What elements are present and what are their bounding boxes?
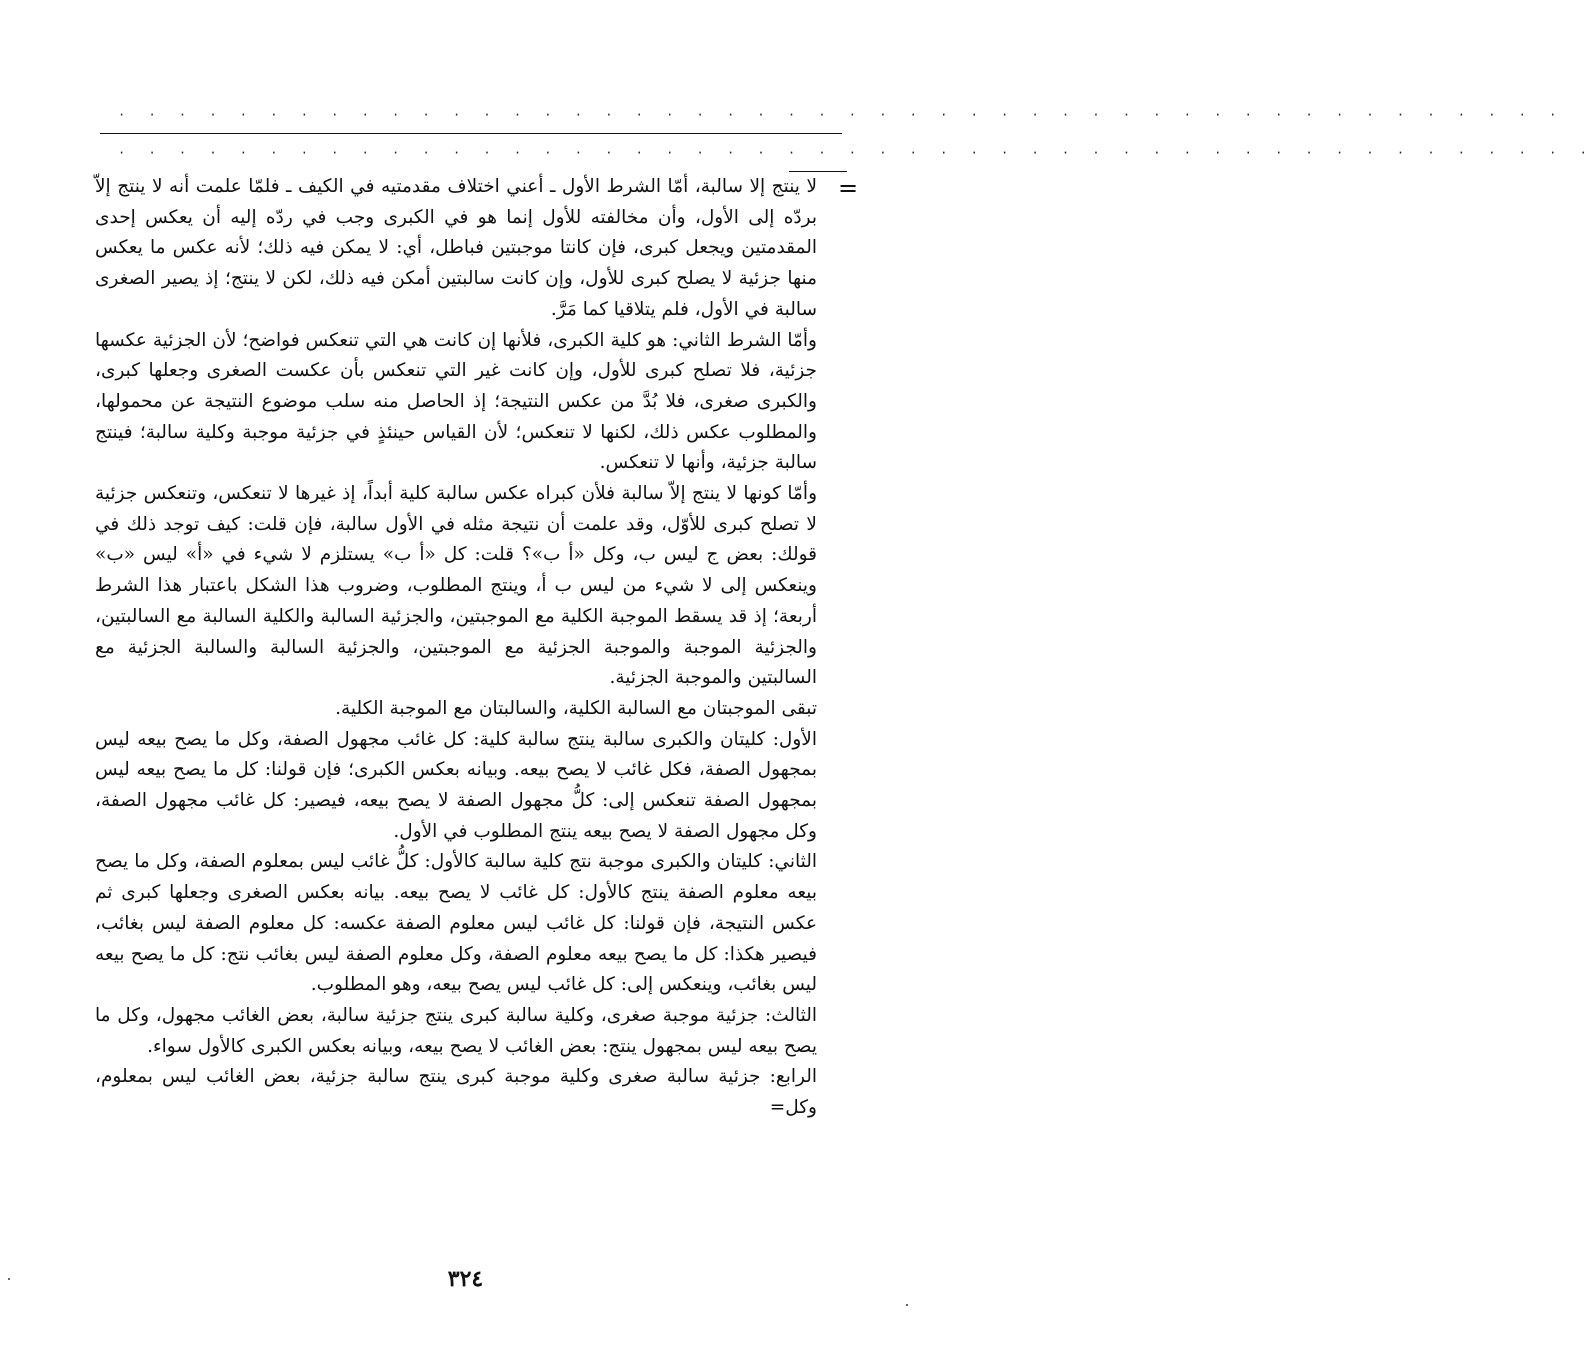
paragraph-2: وأمّا الشرط الثاني: هو كلية الكبرى، فلأنها إن كانت هي التي تنعكس فواضح؛ لأن الجزئية عكسها جزئية، فلا تصلح كبرى للأول، وإن كانت غير التي تنعكس بأن عكست الصغرى وجعلها كبرى، والكبرى صغرى، فلا بُدَّ من عكس النتيجة؛ إذ الحاصل منه سلب موضوع النتيجة عن محمولها، والمطلوب عكس ذلك، لكنها لا تنعكس؛ لأن القياس حينئذٍ في جزئية موجبة وكلية سالبة؛ فينتج سالبة جزئية، وأنها لا تنعكس. bbox=[95, 329, 817, 474]
scan-speck bbox=[906, 1304, 908, 1306]
paragraph-3: وأمّا كونها لا ينتج إلاّ سالبة فلأن كبراه عكس سالبة كلية أبداً، إذ غيرها لا تنعكس، وتنعكس جزئية لا تصلح كبرى للأوّل، وقد علمت أن نتيجة مثله في الأول سالبة، فإن قلت: كيف توجد ذلك في قولك: بعض ج ليس ب، وكل «أ ب»؟ قلت: كل «أ ب» يستلزم لا شيء في «أ» ليس «ب» وينعكس إلى لا شيء من ليس ب أ، وينتج المطلوب، وضروب هذا الشكل باعتبار هذا الشرط أربعة؛ إذ قد يسقط الموجبة الكلية مع الموجبتين، والجزئية السالبة والكلية السالبة مع السالبتين، والجزئية الموجبة والموجبة الجزئية مع الموجبتين، والجزئية السالبة والسالبة الجزئية مع السالبتين والموجبة الجزئية. bbox=[95, 483, 817, 689]
paragraph-1: لا ينتج إلا سالبة، أمّا الشرط الأول ـ أعني اختلاف مقدمتيه في الكيف ـ فلمّا علمت أنه لا ينتج إلاّ بردّه إلى الأول، وأن مخالفته للأول إنما هو في الكبرى وجب في ردّه إليه أن يعكس إحدى المقدمتين ويجعل كبرى، فإن كانتا موجبتين فباطل، أي: لا يمكن فيه ذلك؛ لأنه عكس ما يعكس منها جزئية لا يصلح كبرى للأول، وإن كانت سالبتين أمكن فيه ذلك، لكن لا ينتج؛ إذ يصير الصغرى سالبة في الأول، فلم يتلاقيا كما مَرَّ. bbox=[95, 176, 817, 320]
paragraph-7: الثالث: جزئية موجبة صغرى، وكلية سالبة كبرى ينتج جزئية سالبة، بعض الغائب مجهول، وكل ما يصح بيعه ليس بمجهول ينتج: بعض الغائب لا يصح بيعه، وبيانه بعكس الكبرى كالأول سواء. bbox=[95, 1004, 817, 1057]
page-number: ٣٢٤ bbox=[447, 1266, 484, 1292]
dotted-separator-bottom: · · · · · · · · · · · · · · · · · · · · · · · · · · · · · · · · · · · · · · · · · · · · · · · · · bbox=[118, 146, 1595, 160]
paragraph-5: الأول: كليتان والكبرى سالبة ينتج سالبة كلية: كل غائب مجهول الصفة، وكل ما يصح بيعه ليس بمجهول الصفة، فكل غائب لا يصح بيعه. وبيانه بعكس الكبرى؛ فإن قولنا: كل ما يصح بيعه ليس بمجهول الصفة تنعكس إلى: كلُّ مجهول الصفة لا يصح بيعه، فيصير: كل غائب مجهول الصفة، وكل مجهول الصفة لا يصح بيعه ينتج المطلوب في الأول. bbox=[95, 728, 817, 842]
scan-speck bbox=[8, 1278, 10, 1280]
footnote-body bbox=[95, 172, 817, 1124]
paragraph-6: الثاني: كليتان والكبرى موجبة نتج كلية سالبة كالأول: كلُّ غائب ليس بمعلوم الصفة، وكل ما يصح بيعه معلوم الصفة ينتج كالأول: كل غائب لا يصح بيعه. بيانه بعكس الصغرى وجعلها كبرى ثم عكس النتيجة، فإن قولنا: كل غائب ليس معلوم الصفة عكسه: كل معلوم الصفة ليس بغائب، فيصير هكذا: كل ما يصح بيعه معلوم الصفة، وكل معلوم الصفة ليس بغائب نتج: كل ما يصح بيعه ليس بغائب، وينعكس إلى: كل غائب ليس يصح بيعه، وهو المطلوب. bbox=[95, 851, 817, 996]
header-rule bbox=[100, 133, 842, 134]
continuation-mark: = bbox=[838, 174, 859, 202]
dotted-separator-top: · · · · · · · · · · · · · · · · · · · · · · · · · · · · · · · · · · · · · · · · · · · · · · · · bbox=[118, 108, 1565, 122]
paragraph-8: الرابع: جزئية سالبة صغرى وكلية موجبة كبرى ينتج سالبة جزئية، بعض الغائب ليس بمعلوم، وكل= bbox=[95, 1066, 817, 1119]
paragraph-4: تبقى الموجبتان مع السالبة الكلية، والسالبتان مع الموجبة الكلية. bbox=[335, 697, 817, 719]
